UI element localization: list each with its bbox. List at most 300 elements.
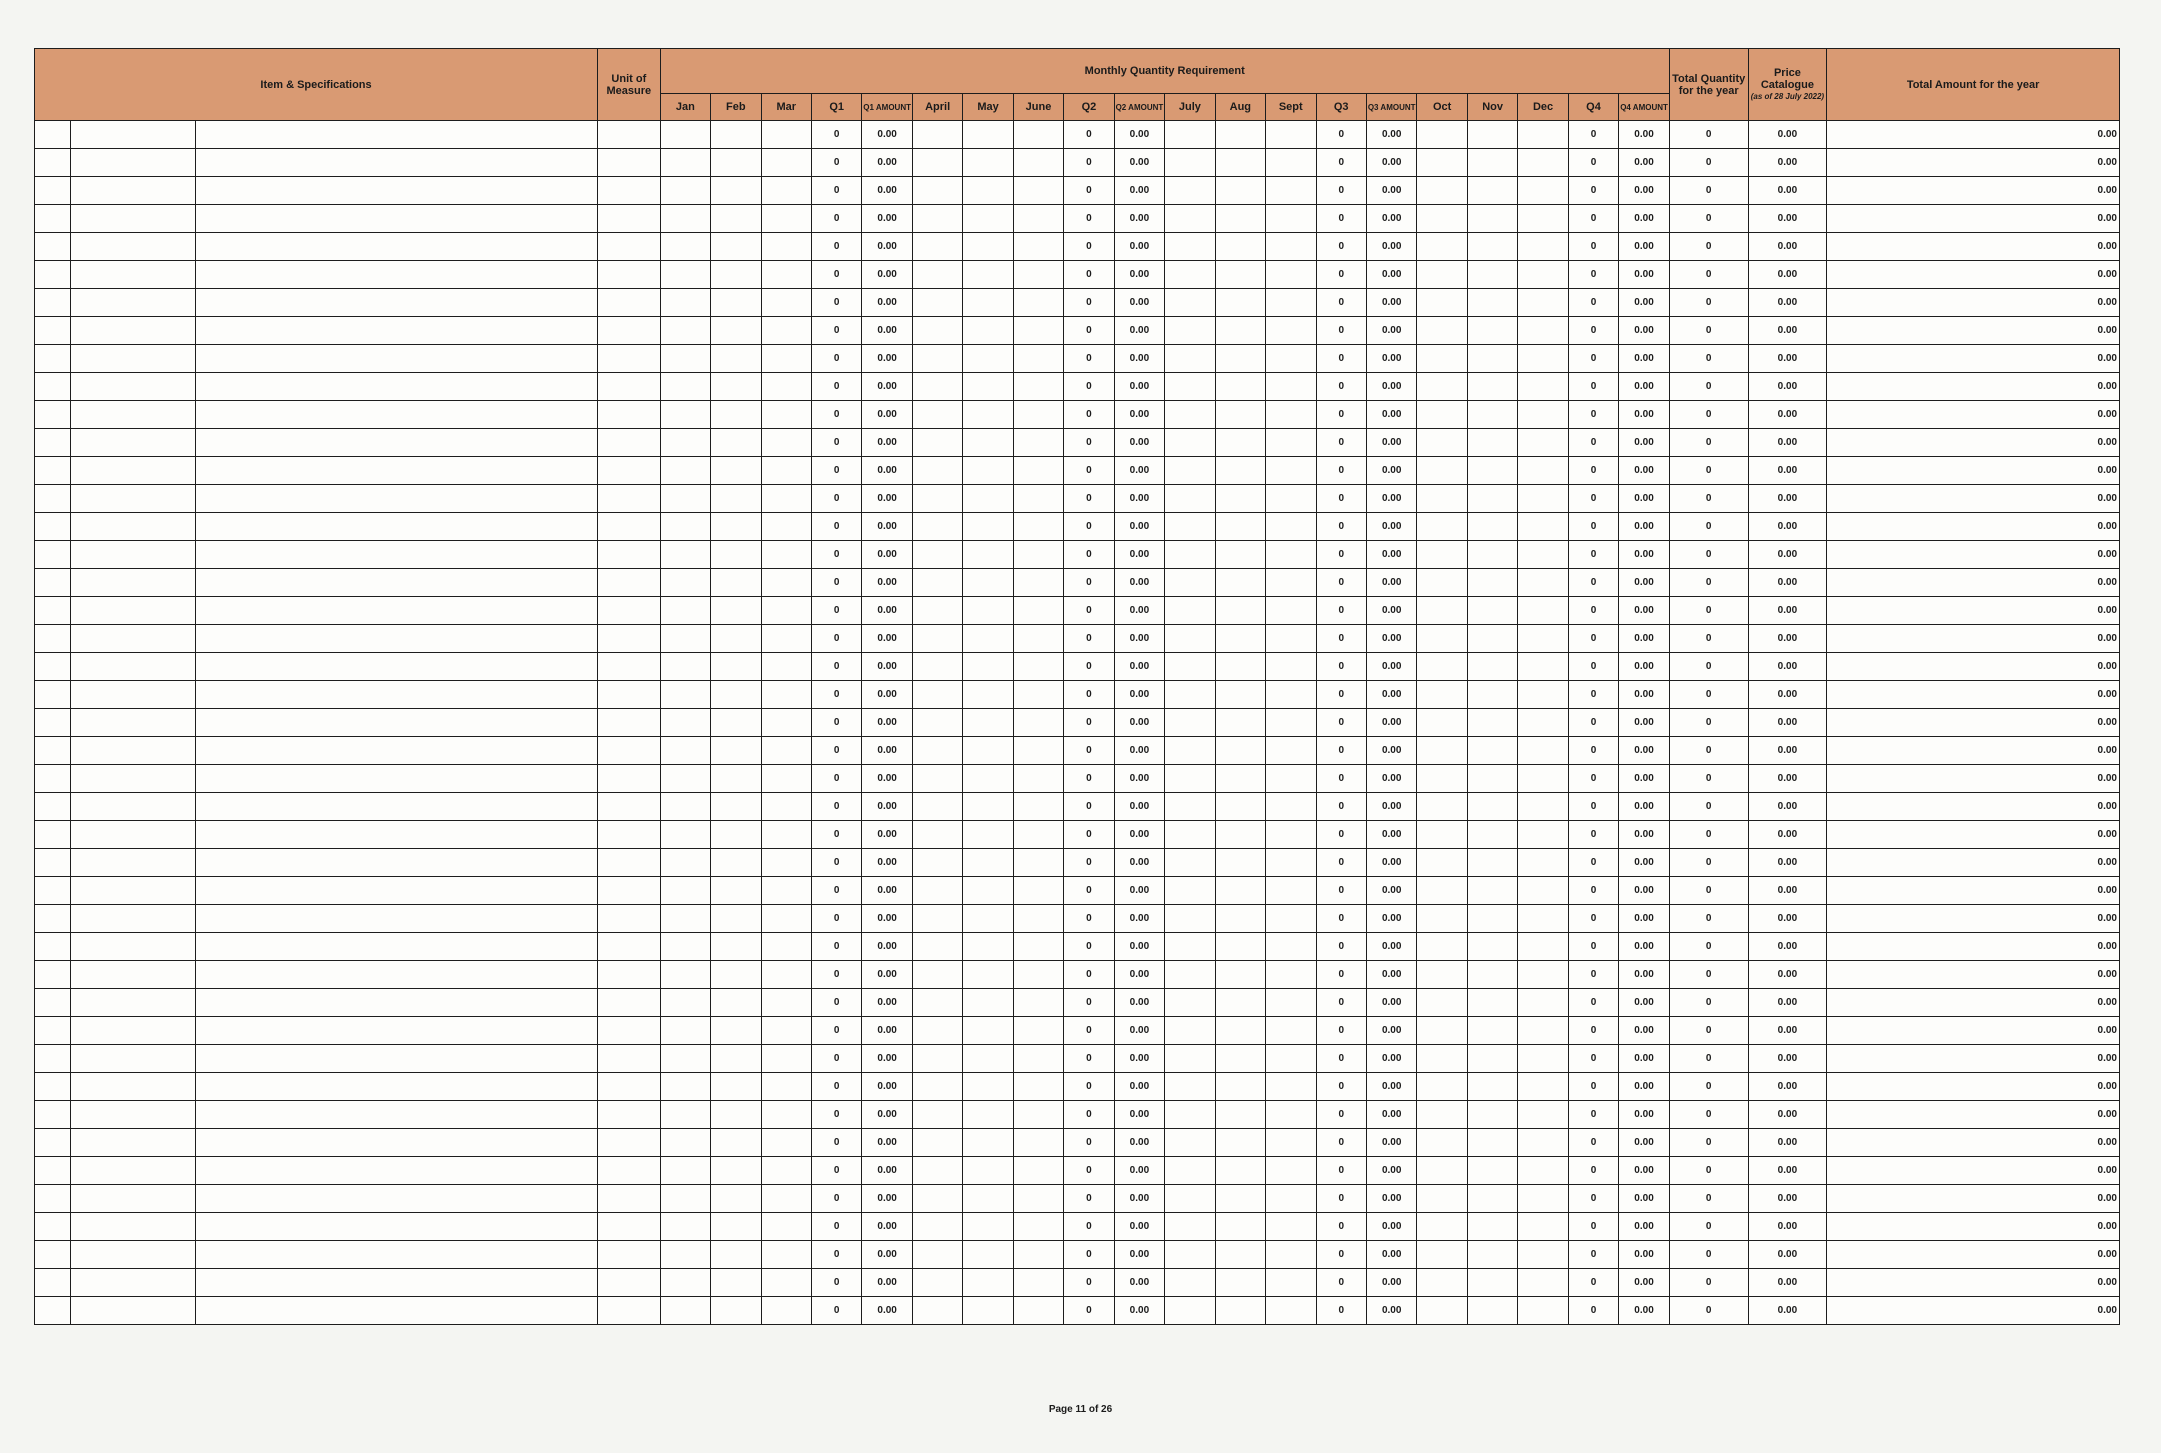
aug-cell xyxy=(1215,569,1265,597)
item-code-cell xyxy=(71,541,196,569)
q4-cell: 0 xyxy=(1568,1269,1618,1297)
item-spec-cell xyxy=(196,1241,598,1269)
dec-cell xyxy=(1518,205,1568,233)
q2-cell: 0 xyxy=(1064,317,1114,345)
sep-cell xyxy=(1266,849,1316,877)
sep-cell xyxy=(1266,961,1316,989)
q3-cell: 0 xyxy=(1316,849,1366,877)
q2-cell: 0 xyxy=(1064,1129,1114,1157)
q2-cell: 0 xyxy=(1064,1101,1114,1129)
aug-cell xyxy=(1215,1213,1265,1241)
apr-cell xyxy=(912,401,962,429)
may-cell xyxy=(963,569,1013,597)
q2-amount-cell: 0.00 xyxy=(1114,849,1164,877)
q3-amount-cell: 0.00 xyxy=(1366,597,1416,625)
q4-amount-cell: 0.00 xyxy=(1619,1101,1670,1129)
nov-cell xyxy=(1467,513,1517,541)
header-price-catalogue xyxy=(1748,49,1827,121)
unit-cell xyxy=(598,205,661,233)
q3-cell: 0 xyxy=(1316,933,1366,961)
oct-cell xyxy=(1417,541,1467,569)
row-number-cell xyxy=(35,345,71,373)
q1-amount-cell: 0.00 xyxy=(862,569,912,597)
q4-cell: 0 xyxy=(1568,429,1618,457)
mar-cell xyxy=(761,149,811,177)
q3-cell: 0 xyxy=(1316,289,1366,317)
table-row xyxy=(35,261,2120,289)
may-cell xyxy=(963,1185,1013,1213)
q1-cell: 0 xyxy=(811,1213,861,1241)
q3-cell: 0 xyxy=(1316,177,1366,205)
q4-cell: 0 xyxy=(1568,401,1618,429)
oct-cell xyxy=(1417,849,1467,877)
sep-cell xyxy=(1266,569,1316,597)
q1-cell: 0 xyxy=(811,681,861,709)
jun-cell xyxy=(1013,261,1063,289)
q2-cell: 0 xyxy=(1064,373,1114,401)
item-spec-cell xyxy=(196,289,598,317)
aug-cell xyxy=(1215,681,1265,709)
item-spec-cell xyxy=(196,541,598,569)
price-cell: 0.00 xyxy=(1748,1185,1827,1213)
row-number-cell xyxy=(35,709,71,737)
unit-cell xyxy=(598,1157,661,1185)
item-code-cell xyxy=(71,289,196,317)
jul-cell xyxy=(1165,429,1215,457)
jun-cell xyxy=(1013,933,1063,961)
q3-cell: 0 xyxy=(1316,233,1366,261)
q4-cell: 0 xyxy=(1568,373,1618,401)
price-cell: 0.00 xyxy=(1748,1101,1827,1129)
oct-cell xyxy=(1417,1297,1467,1325)
oct-cell xyxy=(1417,1073,1467,1101)
q3-cell: 0 xyxy=(1316,485,1366,513)
unit-cell xyxy=(598,317,661,345)
may-cell xyxy=(963,1101,1013,1129)
dec-cell xyxy=(1518,457,1568,485)
q2-cell: 0 xyxy=(1064,1017,1114,1045)
aug-cell xyxy=(1215,261,1265,289)
feb-cell xyxy=(711,1073,761,1101)
q4-amount-cell: 0.00 xyxy=(1619,121,1670,149)
apr-cell xyxy=(912,317,962,345)
total-amount-cell: 0.00 xyxy=(1827,149,2120,177)
q3-cell: 0 xyxy=(1316,653,1366,681)
q1-amount-cell: 0.00 xyxy=(862,345,912,373)
q3-cell: 0 xyxy=(1316,457,1366,485)
nov-cell xyxy=(1467,793,1517,821)
mar-cell xyxy=(761,485,811,513)
q3-amount-cell: 0.00 xyxy=(1366,1045,1416,1073)
jun-cell xyxy=(1013,1101,1063,1129)
q1-amount-cell: 0.00 xyxy=(862,205,912,233)
mar-cell xyxy=(761,541,811,569)
jun-cell xyxy=(1013,317,1063,345)
mar-cell xyxy=(761,177,811,205)
feb-cell xyxy=(711,1297,761,1325)
jun-cell xyxy=(1013,737,1063,765)
jan-cell xyxy=(660,1241,710,1269)
q2-cell: 0 xyxy=(1064,961,1114,989)
sep-cell xyxy=(1266,289,1316,317)
sep-cell xyxy=(1266,933,1316,961)
jun-cell xyxy=(1013,877,1063,905)
item-code-cell xyxy=(71,457,196,485)
table-row xyxy=(35,1269,2120,1297)
oct-cell xyxy=(1417,289,1467,317)
row-number-cell xyxy=(35,1213,71,1241)
q1-cell: 0 xyxy=(811,933,861,961)
price-cell: 0.00 xyxy=(1748,849,1827,877)
jun-cell xyxy=(1013,289,1063,317)
q3-amount-cell: 0.00 xyxy=(1366,317,1416,345)
nov-cell xyxy=(1467,765,1517,793)
jan-cell xyxy=(660,1185,710,1213)
table-row xyxy=(35,401,2120,429)
total-qty-cell: 0 xyxy=(1669,737,1748,765)
total-amount-cell: 0.00 xyxy=(1827,1045,2120,1073)
dec-cell xyxy=(1518,1269,1568,1297)
aug-cell xyxy=(1215,233,1265,261)
feb-cell xyxy=(711,1157,761,1185)
header-total-amount: Total Amount for the year xyxy=(1827,49,2120,121)
jul-cell xyxy=(1165,793,1215,821)
total-qty-cell: 0 xyxy=(1669,149,1748,177)
oct-cell xyxy=(1417,401,1467,429)
total-qty-cell: 0 xyxy=(1669,569,1748,597)
total-amount-cell: 0.00 xyxy=(1827,1073,2120,1101)
apr-cell xyxy=(912,877,962,905)
jul-cell xyxy=(1165,597,1215,625)
jul-cell xyxy=(1165,849,1215,877)
feb-cell xyxy=(711,1129,761,1157)
oct-cell xyxy=(1417,457,1467,485)
price-cell: 0.00 xyxy=(1748,961,1827,989)
q1-cell: 0 xyxy=(811,429,861,457)
jul-cell xyxy=(1165,373,1215,401)
oct-cell xyxy=(1417,765,1467,793)
table-row xyxy=(35,625,2120,653)
feb-cell xyxy=(711,849,761,877)
may-cell xyxy=(963,681,1013,709)
q3-amount-cell: 0.00 xyxy=(1366,961,1416,989)
price-cell: 0.00 xyxy=(1748,1241,1827,1269)
nov-cell xyxy=(1467,1269,1517,1297)
q4-amount-cell: 0.00 xyxy=(1619,737,1670,765)
apr-cell xyxy=(912,121,962,149)
total-amount-cell: 0.00 xyxy=(1827,653,2120,681)
total-amount-cell: 0.00 xyxy=(1827,1297,2120,1325)
q3-cell: 0 xyxy=(1316,149,1366,177)
q2-amount-cell: 0.00 xyxy=(1114,373,1164,401)
item-spec-cell xyxy=(196,177,598,205)
total-qty-cell: 0 xyxy=(1669,261,1748,289)
q4-cell: 0 xyxy=(1568,905,1618,933)
q4-amount-cell: 0.00 xyxy=(1619,933,1670,961)
header-q1-amount: Q1 AMOUNT xyxy=(862,94,912,121)
header-unit-of-measure: Unit of Measure xyxy=(598,49,661,121)
may-cell xyxy=(963,149,1013,177)
jul-cell xyxy=(1165,121,1215,149)
header-nov: Nov xyxy=(1467,94,1517,121)
q1-amount-cell: 0.00 xyxy=(862,1269,912,1297)
unit-cell xyxy=(598,821,661,849)
row-number-cell xyxy=(35,625,71,653)
item-code-cell xyxy=(71,1241,196,1269)
q3-amount-cell: 0.00 xyxy=(1366,233,1416,261)
q1-cell: 0 xyxy=(811,1241,861,1269)
q4-cell: 0 xyxy=(1568,1185,1618,1213)
nov-cell xyxy=(1467,625,1517,653)
jul-cell xyxy=(1165,681,1215,709)
row-number-cell xyxy=(35,765,71,793)
unit-cell xyxy=(598,1297,661,1325)
q2-cell: 0 xyxy=(1064,653,1114,681)
sep-cell xyxy=(1266,429,1316,457)
q3-cell: 0 xyxy=(1316,261,1366,289)
item-spec-cell xyxy=(196,961,598,989)
jun-cell xyxy=(1013,1017,1063,1045)
sep-cell xyxy=(1266,905,1316,933)
q2-amount-cell: 0.00 xyxy=(1114,233,1164,261)
mar-cell xyxy=(761,1157,811,1185)
q4-amount-cell: 0.00 xyxy=(1619,653,1670,681)
nov-cell xyxy=(1467,345,1517,373)
q3-cell: 0 xyxy=(1316,793,1366,821)
header-feb: Feb xyxy=(711,94,761,121)
q1-amount-cell: 0.00 xyxy=(862,597,912,625)
jan-cell xyxy=(660,821,710,849)
item-spec-cell xyxy=(196,1101,598,1129)
q4-amount-cell: 0.00 xyxy=(1619,457,1670,485)
jun-cell xyxy=(1013,625,1063,653)
may-cell xyxy=(963,765,1013,793)
aug-cell xyxy=(1215,1185,1265,1213)
header-price-catalogue-note: (as of 28 July 2022) xyxy=(1750,91,1825,101)
header-jan: Jan xyxy=(660,94,710,121)
jan-cell xyxy=(660,709,710,737)
price-cell: 0.00 xyxy=(1748,233,1827,261)
table-row xyxy=(35,205,2120,233)
q3-amount-cell: 0.00 xyxy=(1366,1297,1416,1325)
sep-cell xyxy=(1266,1157,1316,1185)
q4-cell: 0 xyxy=(1568,1073,1618,1101)
q4-amount-cell: 0.00 xyxy=(1619,961,1670,989)
row-number-cell xyxy=(35,597,71,625)
price-cell: 0.00 xyxy=(1748,401,1827,429)
nov-cell xyxy=(1467,877,1517,905)
dec-cell xyxy=(1518,429,1568,457)
jan-cell xyxy=(660,485,710,513)
unit-cell xyxy=(598,765,661,793)
total-amount-cell: 0.00 xyxy=(1827,569,2120,597)
q1-amount-cell: 0.00 xyxy=(862,1129,912,1157)
aug-cell xyxy=(1215,1297,1265,1325)
q2-amount-cell: 0.00 xyxy=(1114,1297,1164,1325)
q1-amount-cell: 0.00 xyxy=(862,289,912,317)
item-code-cell xyxy=(71,233,196,261)
header-q1: Q1 xyxy=(811,94,861,121)
jul-cell xyxy=(1165,625,1215,653)
oct-cell xyxy=(1417,961,1467,989)
q4-cell: 0 xyxy=(1568,933,1618,961)
jan-cell xyxy=(660,1297,710,1325)
item-code-cell xyxy=(71,737,196,765)
q4-cell: 0 xyxy=(1568,793,1618,821)
feb-cell xyxy=(711,933,761,961)
aug-cell xyxy=(1215,177,1265,205)
q2-cell: 0 xyxy=(1064,149,1114,177)
nov-cell xyxy=(1467,1297,1517,1325)
jul-cell xyxy=(1165,961,1215,989)
jul-cell xyxy=(1165,149,1215,177)
nov-cell xyxy=(1467,961,1517,989)
q2-amount-cell: 0.00 xyxy=(1114,737,1164,765)
apr-cell xyxy=(912,485,962,513)
q3-amount-cell: 0.00 xyxy=(1366,709,1416,737)
nov-cell xyxy=(1467,1185,1517,1213)
q4-cell: 0 xyxy=(1568,1129,1618,1157)
dec-cell xyxy=(1518,233,1568,261)
table-row xyxy=(35,1017,2120,1045)
q2-cell: 0 xyxy=(1064,121,1114,149)
unit-cell xyxy=(598,233,661,261)
aug-cell xyxy=(1215,1101,1265,1129)
q1-amount-cell: 0.00 xyxy=(862,653,912,681)
total-qty-cell: 0 xyxy=(1669,1213,1748,1241)
unit-cell xyxy=(598,177,661,205)
row-number-cell xyxy=(35,1297,71,1325)
table-row xyxy=(35,849,2120,877)
q4-cell: 0 xyxy=(1568,233,1618,261)
aug-cell xyxy=(1215,1157,1265,1185)
q1-cell: 0 xyxy=(811,401,861,429)
sep-cell xyxy=(1266,233,1316,261)
feb-cell xyxy=(711,653,761,681)
nov-cell xyxy=(1467,1073,1517,1101)
total-qty-cell: 0 xyxy=(1669,1297,1748,1325)
sep-cell xyxy=(1266,205,1316,233)
q4-cell: 0 xyxy=(1568,1045,1618,1073)
dec-cell xyxy=(1518,653,1568,681)
may-cell xyxy=(963,737,1013,765)
q3-cell: 0 xyxy=(1316,765,1366,793)
row-number-cell xyxy=(35,1073,71,1101)
row-number-cell xyxy=(35,1157,71,1185)
item-spec-cell xyxy=(196,457,598,485)
q4-cell: 0 xyxy=(1568,1157,1618,1185)
q1-cell: 0 xyxy=(811,765,861,793)
total-qty-cell: 0 xyxy=(1669,709,1748,737)
apr-cell xyxy=(912,737,962,765)
sep-cell xyxy=(1266,149,1316,177)
nov-cell xyxy=(1467,149,1517,177)
feb-cell xyxy=(711,261,761,289)
price-cell: 0.00 xyxy=(1748,625,1827,653)
price-cell: 0.00 xyxy=(1748,1017,1827,1045)
q1-amount-cell: 0.00 xyxy=(862,401,912,429)
header-sep: Sept xyxy=(1266,94,1316,121)
jul-cell xyxy=(1165,205,1215,233)
apr-cell xyxy=(912,261,962,289)
q3-cell: 0 xyxy=(1316,1297,1366,1325)
aug-cell xyxy=(1215,821,1265,849)
feb-cell xyxy=(711,989,761,1017)
feb-cell xyxy=(711,709,761,737)
q4-amount-cell: 0.00 xyxy=(1619,1185,1670,1213)
nov-cell xyxy=(1467,597,1517,625)
dec-cell xyxy=(1518,849,1568,877)
oct-cell xyxy=(1417,177,1467,205)
q4-cell: 0 xyxy=(1568,821,1618,849)
q4-cell: 0 xyxy=(1568,345,1618,373)
q1-amount-cell: 0.00 xyxy=(862,1101,912,1129)
mar-cell xyxy=(761,597,811,625)
feb-cell xyxy=(711,289,761,317)
q2-amount-cell: 0.00 xyxy=(1114,457,1164,485)
table-row xyxy=(35,1045,2120,1073)
nov-cell xyxy=(1467,569,1517,597)
q4-amount-cell: 0.00 xyxy=(1619,261,1670,289)
price-cell: 0.00 xyxy=(1748,765,1827,793)
total-qty-cell: 0 xyxy=(1669,233,1748,261)
q4-cell: 0 xyxy=(1568,1297,1618,1325)
total-amount-cell: 0.00 xyxy=(1827,905,2120,933)
q3-cell: 0 xyxy=(1316,429,1366,457)
may-cell xyxy=(963,1269,1013,1297)
dec-cell xyxy=(1518,513,1568,541)
q3-cell: 0 xyxy=(1316,401,1366,429)
q2-amount-cell: 0.00 xyxy=(1114,709,1164,737)
total-amount-cell: 0.00 xyxy=(1827,1157,2120,1185)
apr-cell xyxy=(912,569,962,597)
apr-cell xyxy=(912,625,962,653)
q1-cell: 0 xyxy=(811,373,861,401)
may-cell xyxy=(963,961,1013,989)
mar-cell xyxy=(761,401,811,429)
total-qty-cell: 0 xyxy=(1669,429,1748,457)
sep-cell xyxy=(1266,345,1316,373)
total-amount-cell: 0.00 xyxy=(1827,1185,2120,1213)
q1-amount-cell: 0.00 xyxy=(862,429,912,457)
may-cell xyxy=(963,289,1013,317)
table-row xyxy=(35,429,2120,457)
feb-cell xyxy=(711,1017,761,1045)
oct-cell xyxy=(1417,1213,1467,1241)
dec-cell xyxy=(1518,737,1568,765)
mar-cell xyxy=(761,793,811,821)
q1-cell: 0 xyxy=(811,261,861,289)
q4-cell: 0 xyxy=(1568,317,1618,345)
feb-cell xyxy=(711,625,761,653)
item-code-cell xyxy=(71,345,196,373)
q2-cell: 0 xyxy=(1064,625,1114,653)
q2-amount-cell: 0.00 xyxy=(1114,793,1164,821)
q2-amount-cell: 0.00 xyxy=(1114,289,1164,317)
dec-cell xyxy=(1518,625,1568,653)
unit-cell xyxy=(598,1017,661,1045)
apr-cell xyxy=(912,597,962,625)
header-item-specs: Item & Specifications xyxy=(35,49,598,121)
q1-amount-cell: 0.00 xyxy=(862,513,912,541)
header-q2: Q2 xyxy=(1064,94,1114,121)
row-number-cell xyxy=(35,1129,71,1157)
feb-cell xyxy=(711,541,761,569)
item-spec-cell xyxy=(196,513,598,541)
price-cell: 0.00 xyxy=(1748,205,1827,233)
q2-cell: 0 xyxy=(1064,1185,1114,1213)
q3-cell: 0 xyxy=(1316,1185,1366,1213)
